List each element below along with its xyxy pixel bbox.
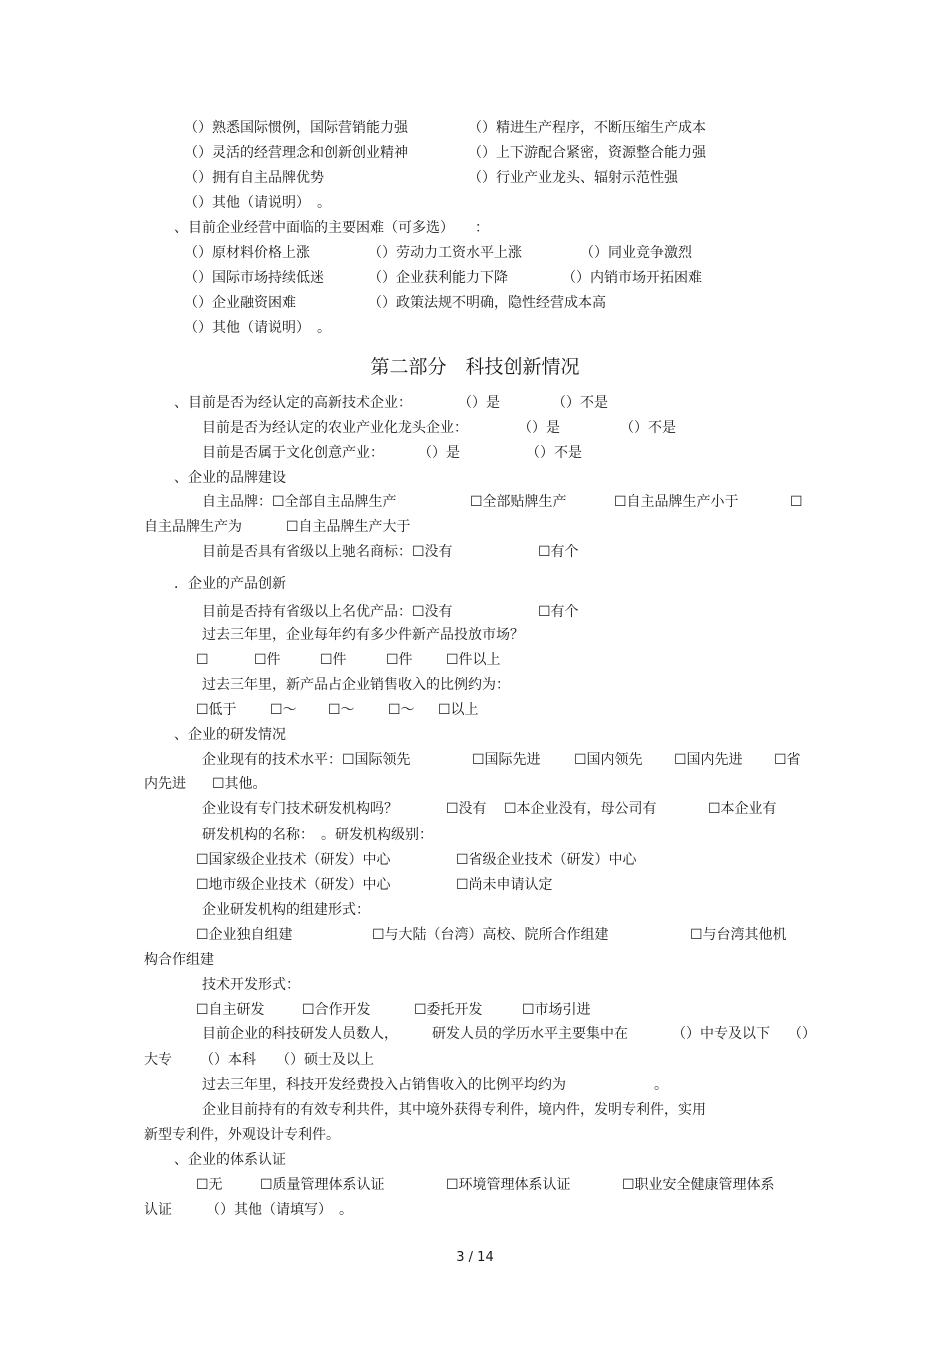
difficulty-raw-material: （）原材料价格上涨 bbox=[184, 245, 310, 261]
rd-org-no: ☐没有 bbox=[446, 801, 487, 817]
tech-level-provincial: ☐省 bbox=[774, 752, 801, 768]
section-title: 第二部分 科技创新情况 bbox=[370, 356, 580, 378]
dev-form-question: 技术开发形式： bbox=[202, 977, 300, 993]
new-product-option: ☐件以上 bbox=[446, 652, 501, 668]
tech-level-provincial-cont: 内先进 bbox=[144, 776, 186, 792]
ratio-option: ☐～ bbox=[388, 702, 415, 718]
page-number: 3 / 14 bbox=[456, 1250, 494, 1265]
trademark-yes: ☐有个 bbox=[538, 544, 579, 560]
famous-product-yes: ☐有个 bbox=[538, 604, 579, 620]
rd-org-yes: ☐本企业有 bbox=[708, 801, 777, 817]
culture-no: （）不是 bbox=[526, 445, 582, 461]
new-product-question: 过去三年里，企业每年约有多少件新产品投放市场？ bbox=[202, 627, 524, 643]
difficulty-domestic-market: （）内销市场开拓困难 bbox=[562, 270, 702, 286]
strength-option-cost-reduction: （）精进生产程序，不断压缩生产成本 bbox=[468, 120, 706, 136]
tech-level-domestic-advanced: ☐国内先进 bbox=[674, 752, 743, 768]
famous-product-question: 目前是否持有省级以上名优产品：☐没有 bbox=[202, 604, 453, 620]
strength-option-industry-leader: （）行业产业龙头、辐射示范性强 bbox=[468, 170, 678, 186]
tech-level-intl-leading: 企业现有的技术水平：☐国际领先 bbox=[202, 752, 411, 768]
edu-master: （）硕士及以上 bbox=[276, 1052, 374, 1068]
rd-staff-question: 目前企业的科技研发人员数人， bbox=[202, 1026, 398, 1042]
new-product-option: ☐件 bbox=[386, 652, 413, 668]
hightech-question: 、目前是否为经认定的高新技术企业： bbox=[174, 395, 412, 411]
cert-heading: 、企业的体系认证 bbox=[174, 1152, 286, 1168]
brand-all-oem: ☐全部贴牌生产 bbox=[470, 494, 567, 510]
hightech-no: （）不是 bbox=[552, 395, 608, 411]
rd-level-municipal: ☐地市级企业技术（研发）中心 bbox=[196, 877, 391, 893]
cert-environment: ☐环境管理体系认证 bbox=[446, 1177, 571, 1193]
ratio-option: ☐以上 bbox=[438, 702, 479, 718]
hightech-yes: （）是 bbox=[458, 395, 500, 411]
brand-all-own: 自主品牌：☐全部自主品牌生产 bbox=[202, 494, 397, 510]
cert-none: ☐无 bbox=[196, 1177, 223, 1193]
trademark-question: 目前是否具有省级以上驰名商标：☐没有 bbox=[202, 544, 453, 560]
cert-other: （）其他（请填写） 。 bbox=[206, 1202, 353, 1218]
rd-org-question: 企业设有专门技术研发机构吗？ bbox=[202, 801, 398, 817]
rd-form-university: ☐与大陆（台湾）高校、院所合作组建 bbox=[372, 927, 609, 943]
ratio-option: ☐低于 bbox=[196, 702, 237, 718]
edu-college-bracket: （） bbox=[788, 1026, 816, 1042]
ratio-option: ☐～ bbox=[328, 702, 355, 718]
dev-form-option: ☐市场引进 bbox=[522, 1002, 591, 1018]
cert-safety: ☐职业安全健康管理体系 bbox=[622, 1177, 775, 1193]
difficulty-other: （）其他（请说明） 。 bbox=[184, 320, 331, 336]
rd-form-other: ☐与台湾其他机 bbox=[690, 927, 787, 943]
difficulty-intl-market: （）国际市场持续低迷 bbox=[184, 270, 324, 286]
rd-staff-edu-question: 研发人员的学历水平主要集中在 bbox=[432, 1026, 628, 1042]
rd-org-parent: ☐本企业没有，母公司有 bbox=[504, 801, 657, 817]
agri-question: 目前是否为经认定的农业产业化龙头企业： bbox=[202, 420, 468, 436]
rd-level-national: ☐国家级企业技术（研发）中心 bbox=[196, 852, 391, 868]
strength-option-supply-chain: （）上下游配合紧密，资源整合能力强 bbox=[468, 145, 706, 161]
culture-question: 目前是否属于文化创意产业： bbox=[202, 445, 384, 461]
edu-college: 大专 bbox=[144, 1052, 172, 1068]
dev-form-option: ☐委托开发 bbox=[414, 1002, 483, 1018]
patent-line-1: 企业目前持有的有效专利共件，其中境外获得专利件，境内件，发明专利件，实用 bbox=[202, 1102, 706, 1118]
product-heading: ．企业的产品创新 bbox=[174, 576, 286, 592]
tech-level-intl-advanced: ☐国际先进 bbox=[472, 752, 541, 768]
brand-own-less-than: ☐自主品牌生产小于 bbox=[614, 494, 739, 510]
difficulty-labor-cost: （）劳动力工资水平上涨 bbox=[368, 245, 522, 261]
strength-option-innovation: （）灵活的经营理念和创新创业精神 bbox=[184, 145, 408, 161]
rd-form-question: 企业研发机构的组建形式： bbox=[202, 902, 370, 918]
rd-org-name: 研发机构的名称： 。研发机构级别： bbox=[202, 827, 433, 843]
tech-level-domestic-leading: ☐国内领先 bbox=[574, 752, 643, 768]
difficulty-competition: （）同业竞争激烈 bbox=[580, 245, 692, 261]
rd-form-other-cont: 构合作组建 bbox=[144, 952, 214, 968]
strength-option-other: （）其他（请说明） 。 bbox=[184, 195, 331, 211]
dev-form-option: ☐自主研发 bbox=[196, 1002, 265, 1018]
difficulty-financing: （）企业融资困难 bbox=[184, 295, 296, 311]
brand-own-more-than: ☐自主品牌生产大于 bbox=[286, 519, 411, 535]
difficulties-question: 、目前企业经营中面临的主要困难（可多选） ： bbox=[174, 220, 489, 236]
rd-funding-end: 。 bbox=[654, 1077, 668, 1093]
difficulty-profitability: （）企业获利能力下降 bbox=[368, 270, 508, 286]
agri-yes: （）是 bbox=[518, 420, 560, 436]
patent-line-2: 新型专利件，外观设计专利件。 bbox=[144, 1127, 340, 1143]
rd-level-provincial: ☐省级企业技术（研发）中心 bbox=[456, 852, 637, 868]
agri-no: （）不是 bbox=[620, 420, 676, 436]
cert-quality: ☐质量管理体系认证 bbox=[260, 1177, 385, 1193]
brand-own-equal-checkbox: ☐ bbox=[790, 494, 803, 510]
rd-funding-question: 过去三年里，科技开发经费投入占销售收入的比例平均约为 bbox=[202, 1077, 566, 1093]
new-product-option: ☐ bbox=[196, 652, 209, 668]
edu-secondary: （）中专及以下 bbox=[672, 1026, 770, 1042]
dev-form-option: ☐合作开发 bbox=[302, 1002, 371, 1018]
culture-yes: （）是 bbox=[418, 445, 460, 461]
difficulty-policy: （）政策法规不明确，隐性经营成本高 bbox=[368, 295, 606, 311]
rd-form-independent: ☐企业独自组建 bbox=[196, 927, 293, 943]
rd-heading: 、企业的研发情况 bbox=[174, 727, 286, 743]
new-product-option: ☐件 bbox=[320, 652, 347, 668]
strength-option-intl-marketing: （）熟悉国际惯例，国际营销能力强 bbox=[184, 120, 408, 136]
edu-bachelor: （）本科 bbox=[200, 1052, 256, 1068]
ratio-option: ☐～ bbox=[270, 702, 297, 718]
tech-level-other: ☐其他。 bbox=[212, 776, 267, 792]
brand-own-equal: 自主品牌生产为 bbox=[144, 519, 242, 535]
new-product-ratio-question: 过去三年里，新产品占企业销售收入的比例约为： bbox=[202, 677, 510, 693]
new-product-option: ☐件 bbox=[254, 652, 281, 668]
rd-level-none: ☐尚未申请认定 bbox=[456, 877, 553, 893]
cert-safety-cont: 认证 bbox=[144, 1202, 172, 1218]
brand-heading: 、企业的品牌建设 bbox=[174, 470, 286, 486]
strength-option-own-brand: （）拥有自主品牌优势 bbox=[184, 170, 324, 186]
